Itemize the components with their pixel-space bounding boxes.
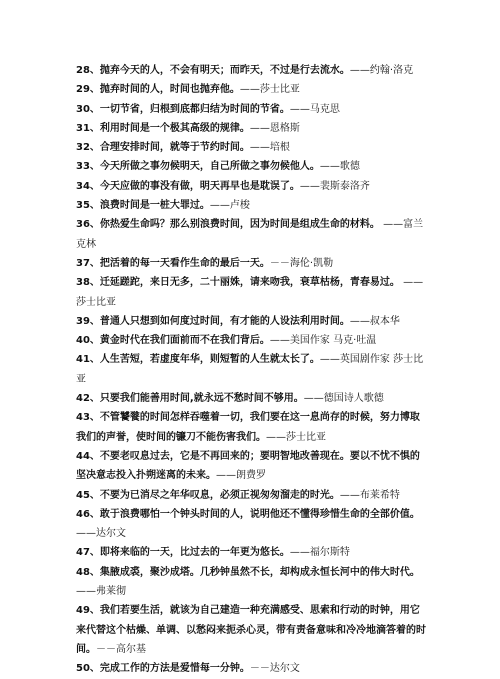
quote-item: 43、不管饕餮的时间怎样吞噬着一切，我们要在这一息尚存的时候，努力博取我们的声誉，使时间的镰刀不能伤害我们。——莎士比亚	[76, 412, 420, 443]
quote-author: 朗费罗	[236, 470, 266, 482]
quote-item: 47、即将来临的一天，比过去的一年更为悠长。——福尔斯特	[76, 547, 350, 559]
quote-author: 莎士比亚	[259, 84, 300, 96]
quote-author: 达尔文	[269, 663, 300, 675]
quote-author: 歌德	[339, 161, 360, 173]
quote-author: 德国诗人歌德	[323, 393, 384, 405]
quote-item: 41、人生苦短，若虚度年华，则短暂的人生就太长了。——英国剧作家 莎士比亚	[76, 354, 424, 385]
quote-author: 恩格斯	[269, 122, 300, 134]
quote-item: 39、普通人只想到如何度过时间，有才能的人设法利用时间。——叔本华	[76, 315, 400, 327]
quote-author: 达尔文	[96, 528, 126, 540]
quote-item: 45、不要为已消尽之年华叹息，必须正视匆匆溜走的时光。——布莱希特	[76, 489, 400, 501]
quote-author: 海伦·凯勒	[289, 257, 334, 269]
quote-item: 40、黄金时代在我们面前而不在我们背后。——美国作家 马克·吐温	[76, 335, 377, 347]
quote-author: 裴斯泰洛齐	[319, 180, 370, 192]
quote-item: 35、浪费时间是一桩大罪过。——卢梭	[76, 200, 250, 212]
quote-author: 培根	[269, 142, 290, 154]
quote-item: 46、敢于浪费哪怕一个钟头时间的人，说明他还不懂得珍惜生命的全部价值。——达尔文	[76, 508, 420, 540]
quote-item: 50、完成工作的方法是爱惜每一分钟。－－达尔文	[76, 663, 300, 675]
quote-item: 44、不要老叹息过去，它是不再回来的；要明智地改善现在。要以不忧不惧的坚决意志投入扑朔迷离的未来。——朗费罗	[76, 450, 420, 482]
quote-item: 32、合理安排时间，就等于节约时间。——培根	[76, 142, 290, 154]
quote-author: 高尔基	[116, 643, 146, 655]
quote-author: 约翰·洛克	[369, 65, 414, 76]
quote-author: 富兰克林	[76, 219, 424, 250]
quote-author: 弗莱彻	[96, 586, 126, 598]
quote-item: 37、把活着的每一天看作生命的最后一天。－－海伦·凯勒	[76, 257, 334, 269]
quote-item: 38、迁延蹉跎，来日无多，二十丽姝，请来吻我，衰草枯杨，青春易过。 —— 莎士比亚	[76, 277, 424, 308]
quote-author: 莎士比亚	[286, 431, 326, 443]
quote-item: 28、抛弃今天的人，不会有明天；而昨天，不过是行去流水。——约翰·洛克	[76, 65, 414, 76]
quote-author: 英国剧作家 莎士比亚	[76, 354, 424, 385]
quote-item: 48、集腋成裘，聚沙成塔。几秒钟虽然不长，却构成永恒长河中的伟大时代。——弗莱彻	[76, 566, 420, 598]
quote-item: 36、你热爱生命吗？那么别浪费时间，因为时间是组成生命的材料。 ——富兰克林	[76, 219, 424, 250]
quote-author: 马克思	[309, 103, 340, 115]
quote-author: 福尔斯特	[309, 547, 350, 559]
quote-item: 29、抛弃时间的人，时间也抛弃他。——莎士比亚	[76, 84, 300, 96]
quote-author: 卢梭	[229, 200, 250, 212]
quote-author: 莎士比亚	[76, 296, 116, 308]
quote-item: 33、今天所做之事勿候明天，自己所做之事勿候他人。——歌德	[76, 161, 360, 173]
quote-item: 31、利用时间是一个极其高级的规律。——恩格斯	[76, 122, 300, 134]
quote-list	[76, 61, 428, 679]
quote-item: 34、今天应做的事没有做，明天再早也是耽误了。——裴斯泰洛齐	[76, 180, 370, 192]
quote-author: 美国作家 马克·吐温	[289, 335, 377, 347]
quote-author: 叔本华	[369, 315, 400, 327]
quote-item: 42、只要我们能善用时间,就永远不愁时间不够用。——德国诗人歌德	[76, 393, 384, 405]
quote-item: 30、一切节省，归根到底都归结为时间的节省。——马克思	[76, 103, 340, 115]
quote-item: 49、我们若要生活，就该为自己建造一种充满感受、思索和行动的时钟，用它来代替这个枯燥、单调、以愁闷来扼杀心灵，带有责备意味和冷冷地滴答着的时间。－－高尔基	[76, 605, 426, 655]
quote-author: 布莱希特	[359, 489, 400, 501]
